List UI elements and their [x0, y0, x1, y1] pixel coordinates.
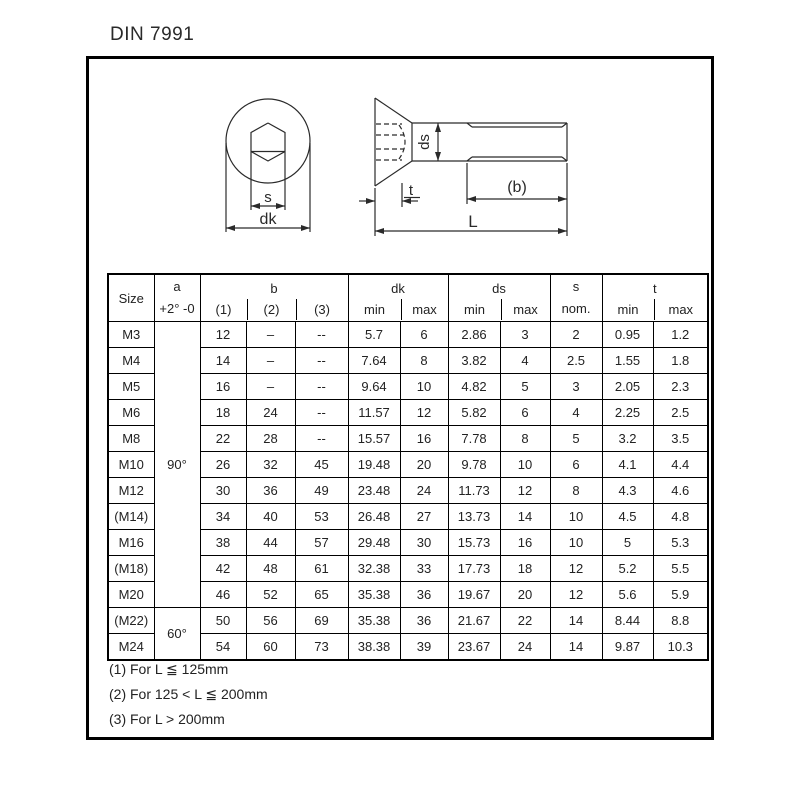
table-row-m4: M4 14 – -- 7.64 8 3.82 4 2.5 1.55 1.8 [108, 348, 708, 374]
technical-drawing [201, 89, 596, 249]
size-cell: M10 [108, 452, 154, 478]
table-row-m5: M5 16 – -- 9.64 10 4.82 5 3 2.05 2.3 [108, 374, 708, 400]
col-group-b: b (1) (2) (3) [200, 274, 348, 322]
table-row-m20: M20 46 52 65 35.38 36 19.67 20 12 5.6 5.9 [108, 582, 708, 608]
col-b1: (1) [215, 302, 232, 317]
size-cell: M6 [108, 400, 154, 426]
dim-label-t: t [408, 182, 414, 199]
col-group-ds: ds min max [448, 274, 550, 322]
table-row-m24: M24 54 60 73 38.38 39 23.67 24 14 9.87 10.3 [108, 634, 708, 661]
size-cell: (M18) [108, 556, 154, 582]
col-ds-min: min [464, 302, 485, 317]
table-row-m8: M8 22 28 -- 15.57 16 7.78 8 5 3.2 3.5 [108, 426, 708, 452]
col-group-t: t min max [602, 274, 708, 322]
screw-top-view [226, 99, 310, 232]
table-row-m12: M12 30 36 49 23.48 24 11.73 12 8 4.3 4.6 [108, 478, 708, 504]
size-cell: M12 [108, 478, 154, 504]
footnote-3: (3) For L > 200mm [109, 711, 225, 727]
footnote-2: (2) For 125 < L ≦ 200mm [109, 686, 268, 702]
size-cell: M3 [108, 322, 154, 348]
header-row [108, 274, 708, 322]
angle-cell-90: 90° [154, 322, 200, 608]
col-s: s nom. [550, 274, 602, 322]
size-cell: M4 [108, 348, 154, 374]
table-row-m14: (M14) 34 40 53 26.48 27 13.73 14 10 4.5 4.8 [108, 504, 708, 530]
dim-label-ds: ds [416, 134, 433, 150]
table-row-m10: M10 26 32 45 19.48 20 9.78 10 6 4.1 4.4 [108, 452, 708, 478]
col-t-min: min [617, 302, 639, 317]
size-cell: M16 [108, 530, 154, 556]
col-b3: (3) [296, 299, 348, 320]
table-row-m3: M3 90° 12 – -- 5.7 6 2.86 3 2 0.95 1.2 [108, 322, 708, 348]
col-b2: (2) [247, 299, 296, 320]
dimension-table [107, 273, 709, 661]
col-t-max: max [654, 299, 708, 320]
dim-label-L: L [468, 212, 478, 231]
dim-label-dk: dk [259, 211, 277, 228]
table-row-m16: M16 38 44 57 29.48 30 15.73 16 10 5 5.3 [108, 530, 708, 556]
dim-label-b: (b) [507, 179, 527, 196]
size-cell: (M22) [108, 608, 154, 634]
col-ds-max: max [501, 299, 550, 320]
size-cell: M5 [108, 374, 154, 400]
page-title: DIN 7991 [110, 24, 195, 45]
dim-label-s: s [264, 189, 272, 206]
col-dk-max: max [401, 299, 448, 320]
table-row-m6: M6 18 24 -- 11.57 12 5.82 6 4 2.25 2.5 [108, 400, 708, 426]
col-dk-min: min [364, 302, 385, 317]
size-cell: (M14) [108, 504, 154, 530]
table-row-m22: (M22) 60° 50 56 69 35.38 36 21.67 22 14 8.44 8.8 [108, 608, 708, 634]
size-cell: M8 [108, 426, 154, 452]
size-cell: M24 [108, 634, 154, 661]
size-cell: M20 [108, 582, 154, 608]
col-size: Size [108, 274, 154, 322]
angle-cell-60: 60° [154, 608, 200, 661]
col-group-dk: dk min max [348, 274, 448, 322]
screw-side-view [359, 98, 567, 236]
drawing-sheet-border [86, 56, 714, 740]
footnote-1: (1) For L ≦ 125mm [109, 661, 229, 677]
footnotes [109, 661, 268, 736]
col-a: a +2° -0 [154, 274, 200, 322]
table-row-m18: (M18) 42 48 61 32.38 33 17.73 18 12 5.2 5.5 [108, 556, 708, 582]
